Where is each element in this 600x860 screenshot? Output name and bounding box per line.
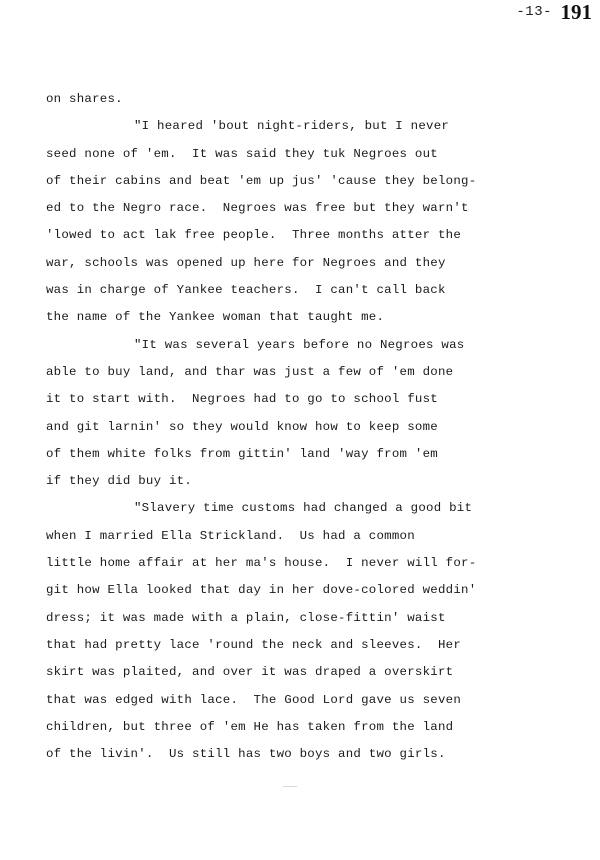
text-line: when I married Ella Strickland. Us had a common (46, 528, 415, 543)
text-line: of them white folks from gittin' land 'way from 'em (46, 446, 438, 461)
text-line: "Slavery time customs had changed a good bit (134, 501, 473, 516)
text-line: war, schools was opened up here for Negroes and they (46, 255, 446, 270)
text-line: that had pretty lace 'round the neck and sleeves. Her (46, 637, 462, 652)
text-line: of the livin'. Us still has two boys and two girls. (46, 747, 446, 762)
text-line: little home affair at her ma's house. I never will for- (46, 556, 477, 571)
text-line: able to buy land, and thar was just a few of 'em done (46, 364, 454, 379)
folio-number: 191 (560, 0, 592, 24)
text-line: children, but three of 'em He has taken from the land (46, 719, 454, 734)
text-line: "I heared 'bout night-riders, but I never (134, 119, 450, 134)
text-line: skirt was plaited, and over it was draped a overskirt (46, 665, 454, 680)
text-line: dress; it was made with a plain, close-fittin' waist (46, 610, 446, 625)
text-line: ed to the Negro race. Negroes was free but they warn't (46, 201, 469, 216)
text-line: of their cabins and beat 'em up jus' 'cause they belong- (46, 173, 477, 188)
scan-artifact (283, 786, 297, 787)
text-line: seed none of 'em. It was said they tuk Negroes out (46, 146, 438, 161)
text-line: on shares. (46, 92, 123, 106)
text-line: the name of the Yankee woman that taught me. (46, 310, 385, 325)
text-line: was in charge of Yankee teachers. I can't call back (46, 283, 446, 298)
text-line: it to start with. Negroes had to go to school fust (46, 392, 438, 407)
body-text (46, 86, 566, 768)
page-number: -13- (516, 4, 552, 20)
text-line: if they did buy it. (46, 474, 193, 489)
text-line: "It was several years before no Negroes was (134, 337, 465, 352)
text-line: 'lowed to act lak free people. Three months atter the (46, 228, 462, 243)
text-line: and git larnin' so they would know how to keep some (46, 419, 438, 434)
text-line: git how Ella looked that day in her dove-colored weddin' (46, 583, 477, 598)
text-line: that was edged with lace. The Good Lord gave us seven (46, 692, 462, 707)
